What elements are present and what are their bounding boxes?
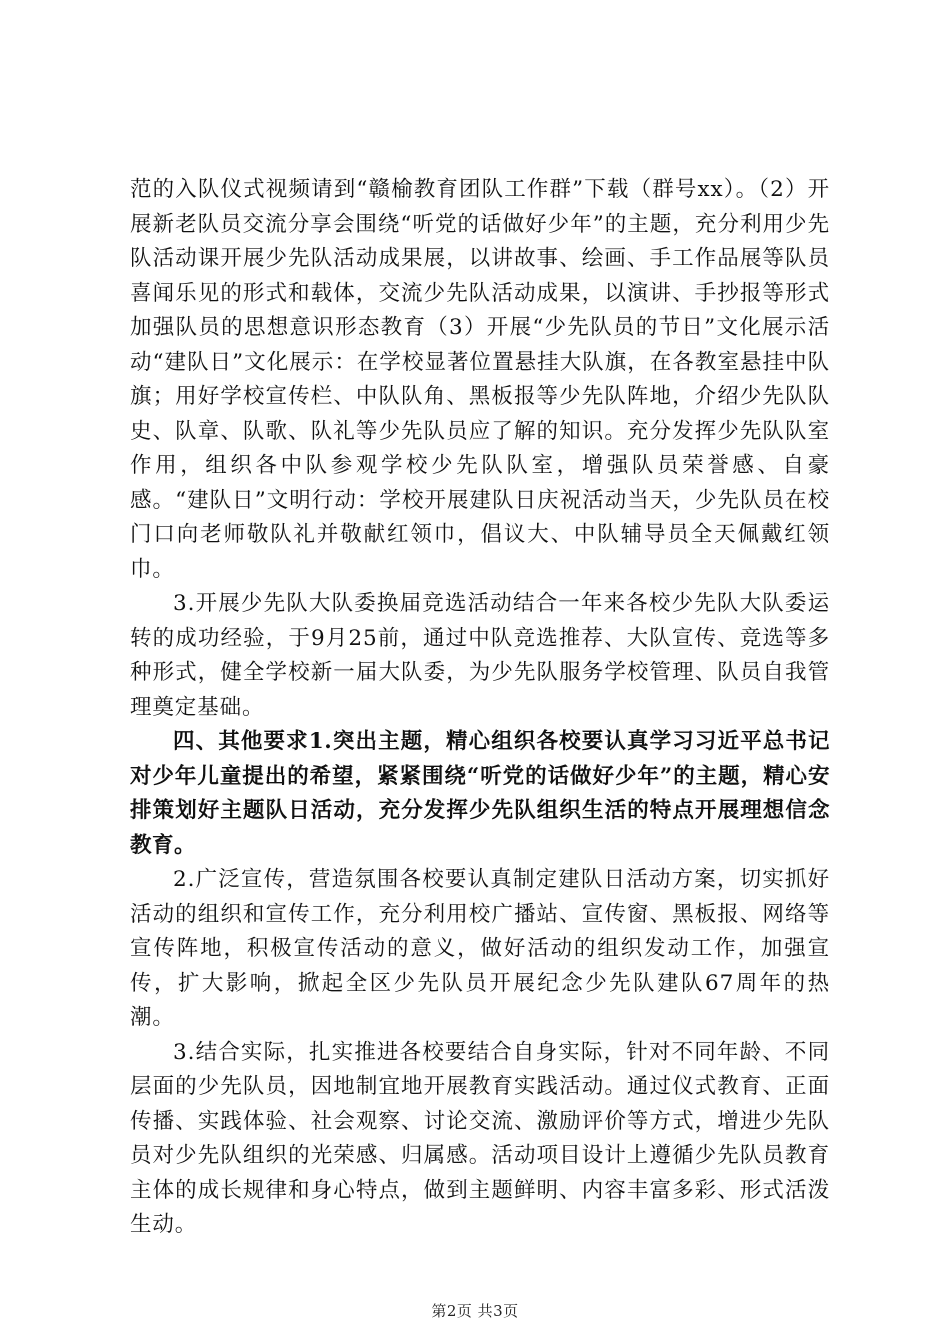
paragraph-brigade-election: 3.开展少先队大队委换届竞选活动结合一年来各校少先队大队委运转的成功经验，于9月25前，通过中队竞选推荐、大队宣传、竞选等多种形式，健全学校新一届大队委，为少先队服务学校管理、队员自我管理奠定基础。 — [130, 591, 830, 720]
page-number-footer: 第2页 共3页 — [431, 1302, 519, 1320]
document-body — [130, 173, 830, 1243]
paragraph-practical-implementation: 3.结合实际，扎实推进各校要结合自身实际，针对不同年龄、不同层面的少先队员，因地制宜地开展教育实践活动。通过仪式教育、正面传播、实践体验、社会观察、讨论交流、激励评价等方式，增进少先队员对少先队组织的光荣感、归属感。活动项目设计上遵循少先队员教育主体的成长规律和身心特点，做到主题鲜明、内容丰富多彩、形式活泼生动。 — [130, 1039, 830, 1237]
paragraph-other-requirements-heading: 四、其他要求1.突出主题，精心组织各校要认真学习习近平总书记对少年儿童提出的希望，紧紧围绕“听党的话做好少年”的主题，精心安排策划好主题队日活动，充分发挥少先队组织生活的特点开展理想信念教育。 — [130, 729, 830, 858]
paragraph-ceremony-activities: 范的入队仪式视频请到“赣榆教育团队工作群”下载（群号xx）。（2）开展新老队员交流分享会围绕“听党的话做好少年”的主题，充分利用少先队活动课开展少先队活动成果展，以讲故事、绘画、手工作品展等队员喜闻乐见的形式和载体，交流少先队活动成果，以演讲、手抄报等形式加强队员的思想意识形态教育（3）开展“少先队员的节日”文化展示活动“建队日”文化展示：在学校显著位置悬挂大队旗，在各教室悬挂中队旗；用好学校宣传栏、中队队角、黑板报等少先队阵地，介绍少先队队史、队章、队歌、队礼等少先队员应了解的知识。充分发挥少先队队室作用，组织各中队参观学校少先队队室，增强队员荣誉感、自豪感。“建队日”文明行动：学校开展建队日庆祝活动当天，少先队员在校门口向老师敬队礼并敬献红领巾，倡议大、中队辅导员全天佩戴红领巾。 — [130, 177, 830, 582]
paragraph-publicity: 2.广泛宣传，营造氛围各校要认真制定建队日活动方案，切实抓好活动的组织和宣传工作，充分利用校广播站、宣传窗、黑板报、网络等宣传阵地，积极宣传活动的意义，做好活动的组织发动工作，加强宣传，扩大影响，掀起全区少先队员开展纪念少先队建队67周年的热潮。 — [130, 867, 830, 1030]
